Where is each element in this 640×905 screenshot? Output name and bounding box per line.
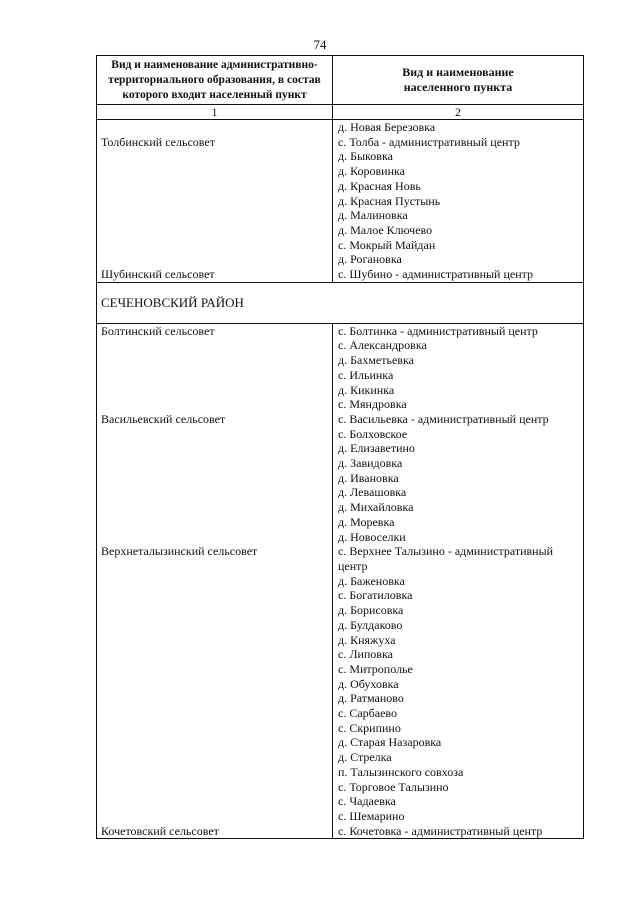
admin-unit-column — [97, 120, 333, 282]
settlement-item: д. Стрелка — [338, 750, 392, 765]
settlement-item: с. Сарбаево — [338, 706, 397, 721]
settlement-item: с. Шемарино — [338, 808, 405, 823]
settlement-item: с. Митрополье — [338, 661, 413, 676]
settlement-item: д. Малиновка — [338, 208, 408, 223]
settlement-item: с. Богатиловка — [338, 588, 413, 603]
column-number-1: 1 — [97, 105, 333, 119]
admin-unit-name: Верхнеталызинский сельсовет — [101, 544, 258, 559]
settlement-item: с. Мяндровка — [338, 397, 407, 412]
settlement-item: с. Липовка — [338, 647, 393, 662]
settlement-item: с. Мокрый Майдан — [338, 237, 436, 252]
settlement-item: д. Ивановка — [338, 470, 399, 485]
header-col-admin-unit: Вид и наименование административно-территориального образования, в состав которого входит населенный пункт — [97, 56, 333, 104]
settlement-item: с. Болховское — [338, 426, 408, 441]
settlement-item: д. Баженовка — [338, 573, 405, 588]
settlement-item: д. Кикинка — [338, 382, 395, 397]
table-section-bottom — [97, 324, 583, 840]
column-numbers-row — [97, 105, 583, 120]
settlement-item: с. Александровка — [338, 338, 427, 353]
settlement-item: д. Старая Назаровка — [338, 735, 442, 750]
settlement-item: д. Левашовка — [338, 485, 407, 500]
settlement-item: д. Завидовка — [338, 456, 403, 471]
column-number-2: 2 — [455, 105, 461, 119]
admin-unit-name: Болтинский сельсовет — [101, 323, 215, 338]
settlement-item: д. Булдаково — [338, 617, 403, 632]
page-number: 74 — [313, 37, 327, 52]
header-col-settlement — [333, 56, 583, 104]
settlement-item: с. Шубино - административный центр — [338, 267, 534, 282]
table-section-top — [97, 120, 583, 283]
settlement-item: д. Новоселки — [338, 529, 406, 544]
settlement-item: д. Коровинка — [338, 164, 405, 179]
settlement-item: с. Болтинка - административный центр — [338, 323, 538, 338]
settlement-item: с. Васильевка - административный центр — [338, 411, 549, 426]
settlement-item: д. Малое Ключево — [338, 222, 433, 237]
settlement-item: с. Скрипино — [338, 720, 401, 735]
settlement-column — [333, 120, 583, 282]
settlement-item: д. Красная Новь — [338, 178, 421, 193]
header-col-settlement-text: Вид и наименование населенного пункта — [402, 65, 514, 94]
settlement-item: д. Бахметьевка — [338, 353, 414, 368]
settlement-item: д. Красная Пустынь — [338, 193, 441, 208]
settlement-item: с. Верхнее Талызино - административный центр — [338, 544, 554, 573]
admin-unit-column — [97, 324, 333, 839]
settlement-item: д. Борисовка — [338, 603, 404, 618]
settlement-item: д. Михайловка — [338, 500, 414, 515]
settlement-item: с. Чадаевка — [338, 794, 396, 809]
settlement-item: с. Толба - административный центр — [338, 134, 520, 149]
settlement-item: п. Талызинского совхоза — [338, 764, 464, 779]
settlement-item: д. Княжуха — [338, 632, 396, 647]
settlement-item: с. Ильинка — [338, 367, 394, 382]
admin-unit-name: Толбинский сельсовет — [101, 134, 215, 149]
settlement-item: д. Елизаветино — [338, 441, 415, 456]
settlement-item: д. Моревка — [338, 514, 395, 529]
admin-unit-name: Васильевский сельсовет — [101, 411, 226, 426]
admin-unit-name: Кочетовский сельсовет — [101, 823, 219, 838]
settlement-item: с. Кочетовка - административный центр — [338, 823, 543, 838]
settlement-item: д. Обуховка — [338, 676, 399, 691]
settlement-item: д. Быковка — [338, 149, 393, 164]
settlement-column — [333, 324, 583, 839]
table-header — [97, 56, 583, 105]
settlement-item: с. Торговое Талызино — [338, 779, 449, 794]
settlements-table — [96, 55, 584, 839]
region-heading: СЕЧЕНОВСКИЙ РАЙОН — [97, 283, 583, 324]
settlement-item: д. Новая Березовка — [338, 120, 436, 134]
settlement-item: д. Ратманово — [338, 691, 404, 706]
admin-unit-name: Шубинский сельсовет — [101, 267, 215, 282]
settlement-item: д. Рогановка — [338, 252, 402, 267]
